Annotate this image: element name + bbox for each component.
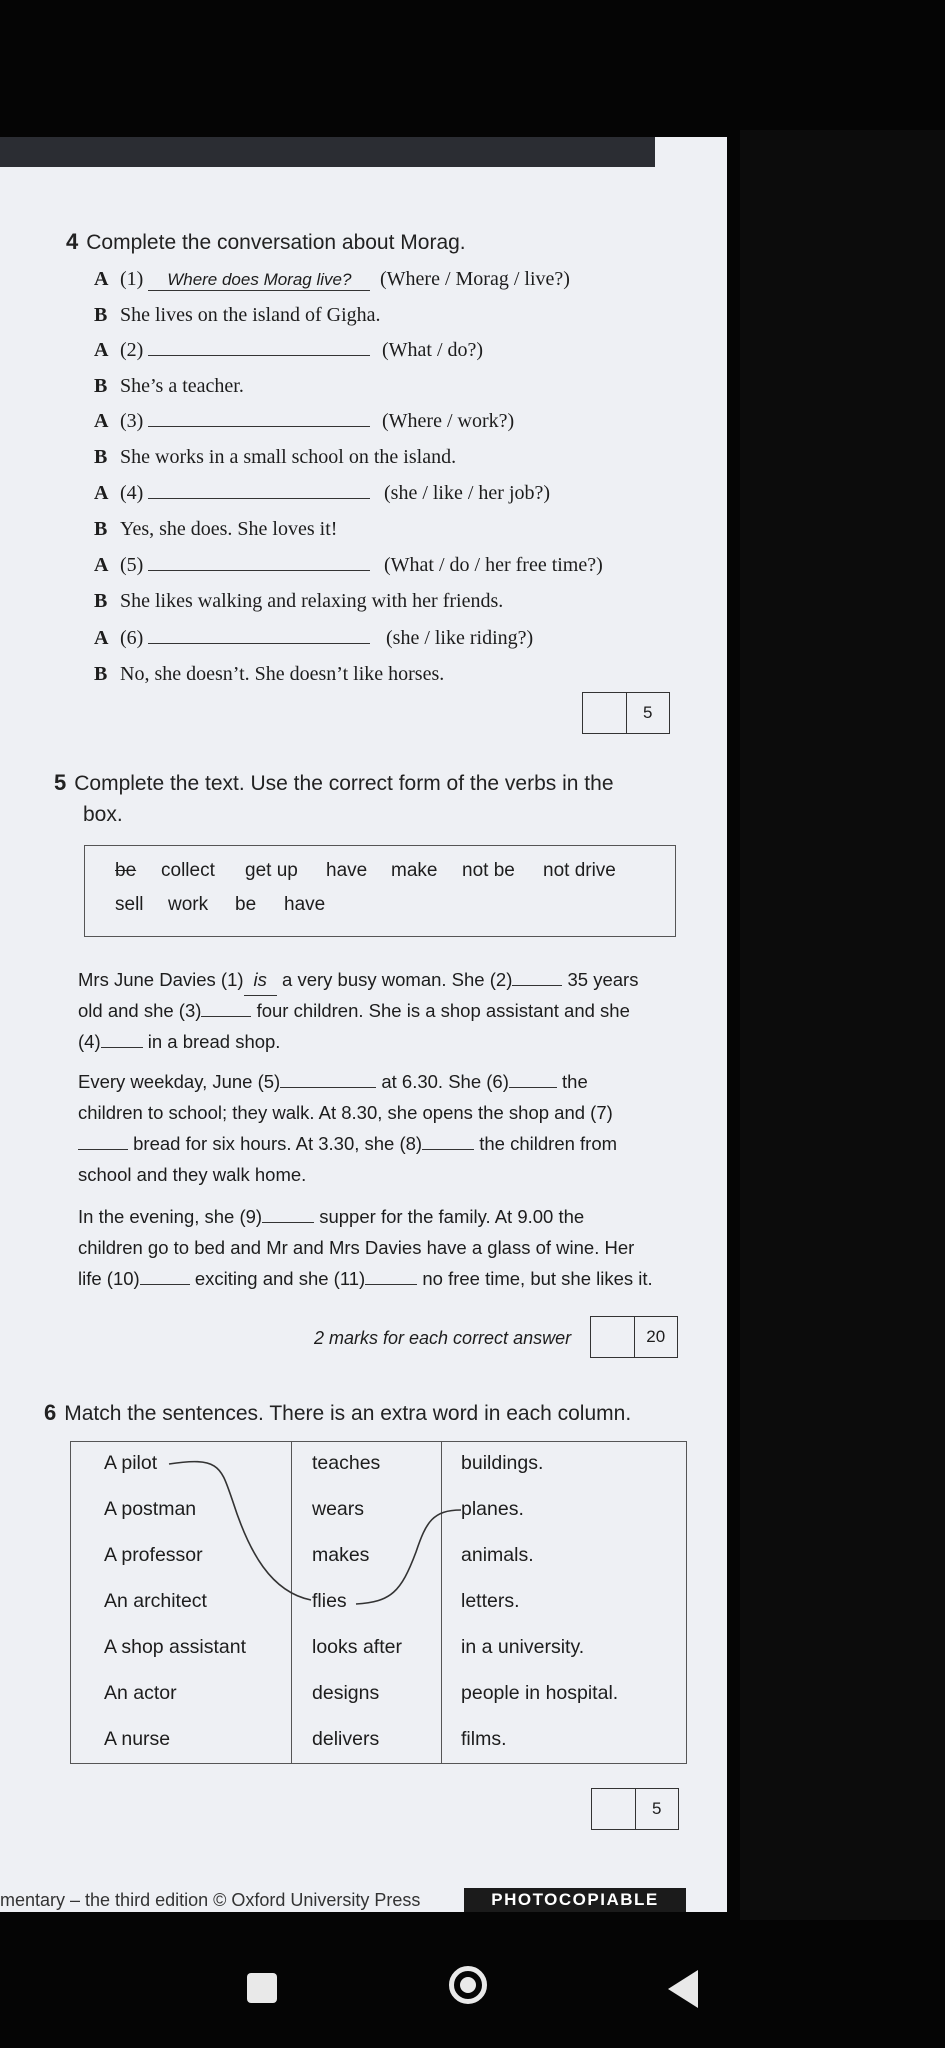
exercise-5-paragraph-3: In the evening, she (9) supper for the family. At 9.00 the children go to bed and Mr and Mrs Davies have a glass of wine. Her life (10) exciting and she (11) no free time, but she likes it. [78,1206,653,1289]
page-top-band [0,137,655,167]
box-word: have [284,894,326,915]
answer-5[interactable] [148,554,370,571]
photocopiable-badge: PHOTOCOPIABLE [464,1888,686,1912]
hint-6: (she / like riding?) [386,627,534,649]
exercise-6-score-box [591,1788,679,1830]
answer-4[interactable] [148,482,370,499]
verb-cell: designs [312,1682,380,1704]
box-word: have [326,860,368,881]
score-input[interactable] [583,693,627,733]
exercise-4-title: 4 Complete the conversation about Morag. [66,229,466,254]
conversation-line: A (4) [94,482,370,505]
answer-1[interactable]: Where does Morag live? [148,270,370,291]
conversation-line: B Yes, she does. She loves it! [94,518,338,540]
exercise-5-title-cont: box. [83,803,123,826]
subject-cell: A professor [104,1544,203,1566]
conversation-line: B She likes walking and relaxing with her friends. [94,590,504,612]
answer-1[interactable]: is [244,964,277,996]
hint-5: (What / do / her free time?) [384,554,603,576]
recent-apps-icon[interactable] [247,1973,277,2003]
hint-3: (Where / work?) [382,410,515,432]
conversation-line: A (3) [94,410,370,433]
blank-6[interactable] [509,1072,557,1088]
conversation-line: A (1) Where does Morag live? [94,268,370,291]
answer-6[interactable] [148,627,370,644]
marks-note: 2 marks for each correct answer [314,1328,572,1348]
blank-3[interactable] [201,1001,251,1017]
footer-copyright: mentary – the third edition © Oxford University Press [0,1890,421,1910]
answer-3[interactable] [148,410,370,427]
box-word: not drive [543,860,616,881]
verb-cell: looks after [312,1636,402,1658]
score-total: 5 [643,703,653,722]
object-cell: films. [461,1728,507,1750]
object-cell: animals. [461,1544,534,1566]
object-cell: buildings. [461,1452,544,1474]
object-cell: planes. [461,1498,524,1520]
blank-7[interactable] [78,1134,128,1150]
object-cell: people in hospital. [461,1682,619,1704]
object-cell: letters. [461,1590,520,1612]
exercise-4-score-box [582,692,670,734]
verb-cell: teaches [312,1452,381,1474]
example-match-lines [71,1442,686,1763]
conversation-line: A (2) [94,339,370,362]
hint-1: (Where / Morag / live?) [380,268,570,290]
verb-cell: wears [312,1498,365,1520]
box-word: make [391,860,438,881]
score-input[interactable] [591,1317,635,1357]
exercise-5-paragraph-1: Mrs June Davies (1) is a very busy woman. She (2) 35 years old and she (3) four children. She is a shop assistant and she (4) in a bread shop. [78,964,688,1057]
score-total: 5 [652,1799,662,1818]
answer-2[interactable] [148,339,370,356]
blank-8[interactable] [422,1134,474,1150]
blank-11[interactable] [365,1269,417,1285]
verb-box [84,845,676,937]
subject-cell: A shop assistant [104,1636,247,1658]
verb-cell: flies [312,1590,347,1612]
subject-cell: A postman [104,1498,197,1520]
conversation-line: B She’s a teacher. [94,375,244,397]
back-icon[interactable] [668,1970,698,2008]
box-word: work [168,894,209,915]
hint-4: (she / like / her job?) [384,482,551,504]
box-word: sell [115,894,144,915]
blank-10[interactable] [140,1269,190,1285]
subject-cell: A nurse [104,1728,171,1750]
verb-cell: delivers [312,1728,380,1750]
conversation-line: A (5) [94,554,370,577]
home-icon[interactable] [449,1966,487,2004]
conversation-line: B No, she doesn’t. She doesn’t like horses. [94,663,445,685]
box-word: not be [462,860,515,881]
exercise-5-title: 5 Complete the text. Use the correct form of the verbs in the [54,770,614,795]
box-word: be [115,860,137,881]
subject-cell: A pilot [104,1452,158,1474]
exercise-5-score-box [590,1316,678,1358]
conversation-line: A (6) [94,627,370,650]
conversation-line: B She works in a small school on the island. [94,446,457,468]
blank-9[interactable] [262,1207,314,1223]
exercise-6-title: 6 Match the sentences. There is an extra word in each column. [44,1400,632,1425]
object-cell: in a university. [461,1636,585,1658]
subject-cell: An architect [104,1590,207,1612]
exercise-5-paragraph-2: Every weekday, June (5) at 6.30. She (6) the children to school; they walk. At 8.30, she opens the shop and (7) bread for six hours. At 3.30, she (8) the children from school and they walk home. [78,1071,618,1185]
score-input[interactable] [592,1789,636,1829]
box-word: collect [161,860,215,881]
blank-2[interactable] [512,970,562,986]
conversation-line: B She lives on the island of Gigha. [94,304,381,326]
subject-cell: An actor [104,1682,177,1704]
box-word: get up [245,860,298,881]
matching-table [70,1441,687,1764]
verb-cell: makes [312,1544,370,1566]
box-word: be [235,894,257,915]
background-right [740,130,945,1920]
blank-4[interactable] [101,1032,143,1048]
score-total: 20 [646,1327,666,1346]
hint-2: (What / do?) [382,339,484,361]
blank-5[interactable] [280,1072,376,1088]
